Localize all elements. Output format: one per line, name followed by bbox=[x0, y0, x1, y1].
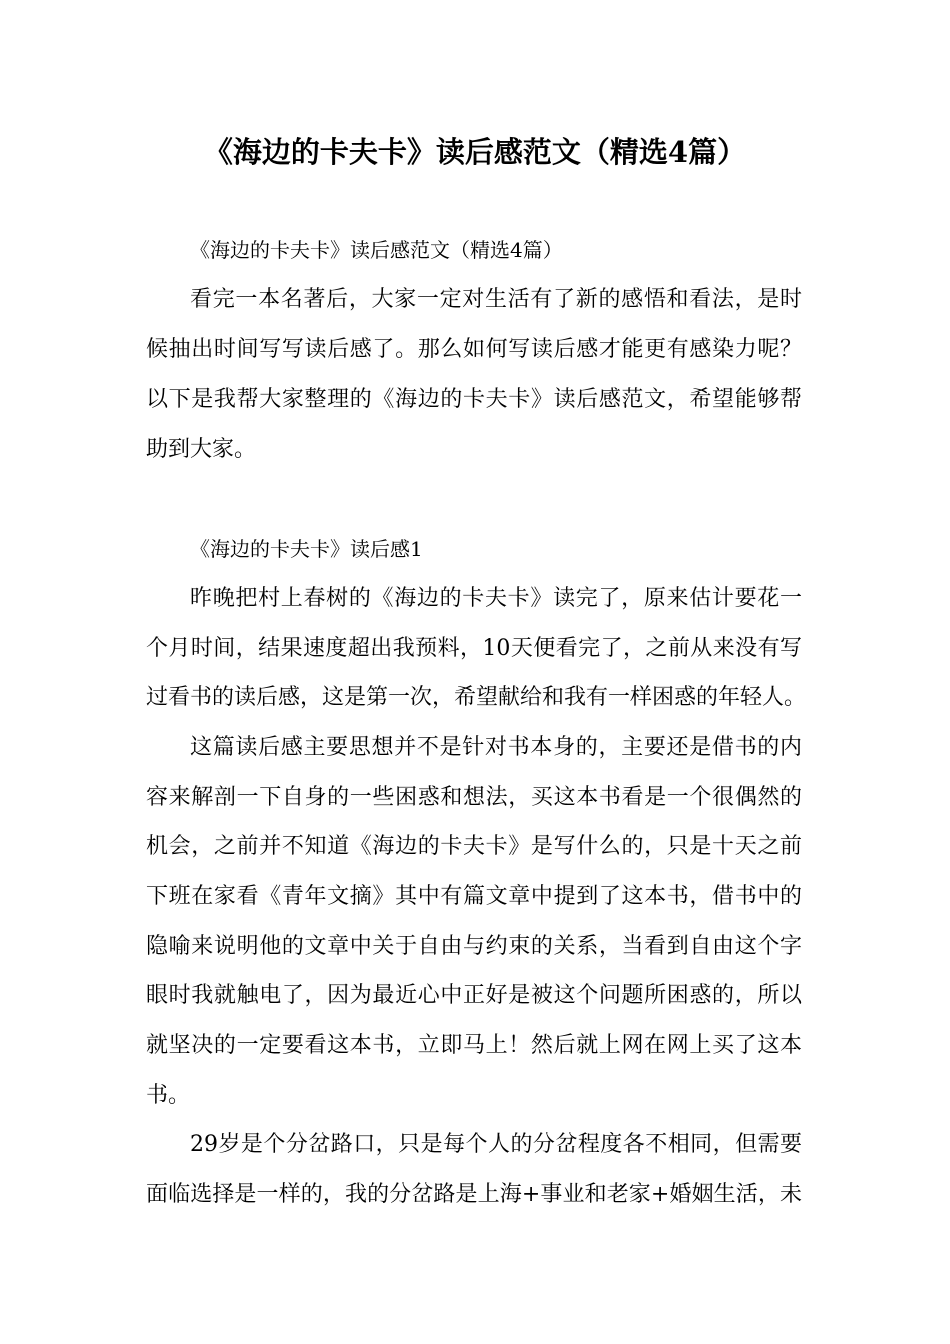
intro-line: 候抽出时间写写读后感了。那么如何写读后感才能更有感染力呢？ bbox=[146, 337, 802, 362]
paragraph-line: 机会，之前并不知道《海边的卡夫卡》是写什么的，只是十天之前 bbox=[146, 834, 802, 859]
paragraph-line: 29岁是个分岔路口，只是每个人的分岔程度各不相同，但需要 bbox=[190, 1132, 802, 1157]
paragraph-line: 面临选择是一样的，我的分岔路是上海+事业和老家+婚姻生活，未 bbox=[146, 1182, 802, 1207]
document-subtitle: 《海边的卡夫卡》读后感范文（精选4篇） bbox=[190, 238, 563, 262]
intro-line: 助到大家。 bbox=[146, 437, 257, 462]
intro-line: 以下是我帮大家整理的《海边的卡夫卡》读后感范文，希望能够帮 bbox=[146, 387, 802, 412]
paragraph-line: 这篇读后感主要思想并不是针对书本身的，主要还是借书的内 bbox=[190, 735, 802, 760]
paragraph-line: 下班在家看《青年文摘》其中有篇文章中提到了这本书，借书中的 bbox=[146, 884, 802, 909]
intro-line: 看完一本名著后，大家一定对生活有了新的感悟和看法，是时 bbox=[190, 287, 802, 312]
document-title: 《海边的卡夫卡》读后感范文（精选4篇） bbox=[203, 135, 747, 169]
paragraph-line: 容来解剖一下自身的一些困惑和想法，买这本书看是一个很偶然的 bbox=[146, 785, 802, 810]
section-heading: 《海边的卡夫卡》读后感1 bbox=[190, 537, 423, 561]
paragraph-line: 过看书的读后感，这是第一次，希望献给和我有一样困惑的年轻人。 bbox=[146, 685, 807, 710]
paragraph-line: 就坚决的一定要看这本书，立即马上！然后就上网在网上买了这本 bbox=[146, 1033, 802, 1058]
paragraph-line: 昨晚把村上春树的《海边的卡夫卡》读完了，原来估计要花一 bbox=[190, 586, 802, 611]
paragraph-line: 书。 bbox=[146, 1083, 191, 1108]
paragraph-line: 隐喻来说明他的文章中关于自由与约束的关系，当看到自由这个字 bbox=[146, 934, 802, 959]
paragraph-line: 眼时我就触电了，因为最近心中正好是被这个问题所困惑的，所以 bbox=[146, 983, 802, 1008]
paragraph-line: 个月时间，结果速度超出我预料，10天便看完了，之前从来没有写 bbox=[146, 636, 802, 661]
